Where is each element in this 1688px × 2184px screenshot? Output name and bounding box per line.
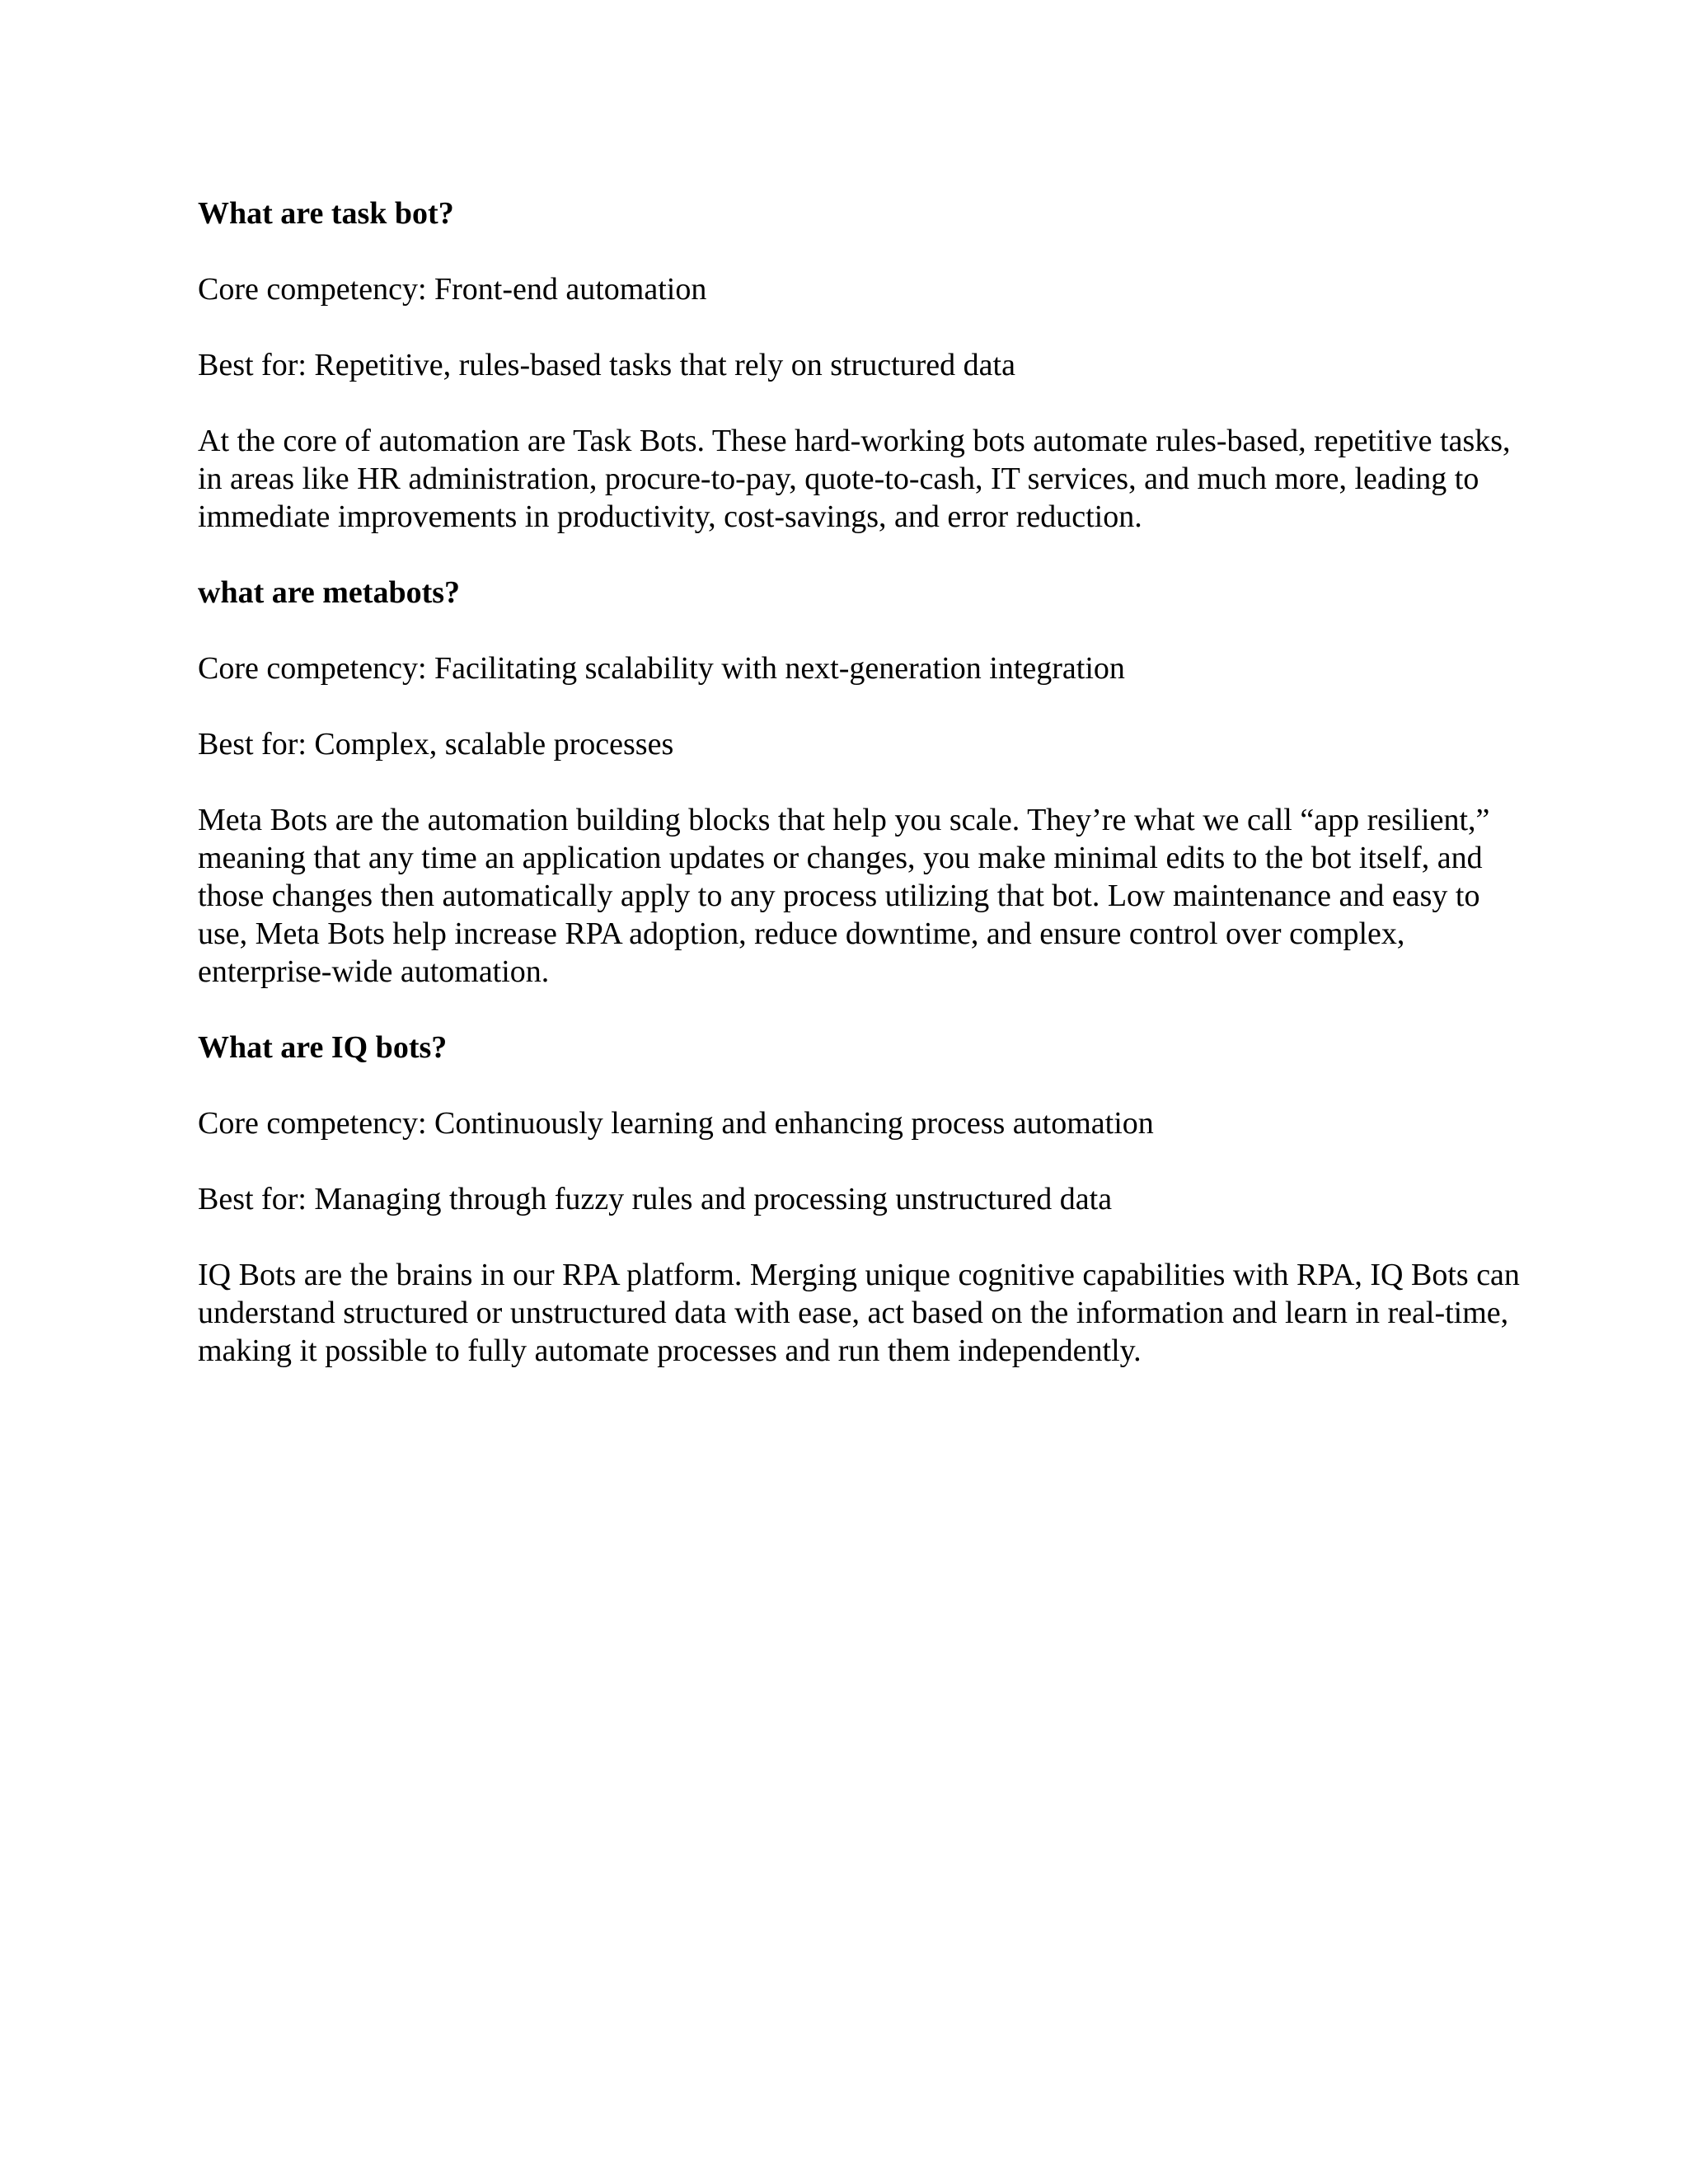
description-task-bot: At the core of automation are Task Bots. These hard-working bots automate rules-based, repetitive tasks, in areas like HR administration, procure-to-pay, quote-to-cash, IT services, and much more, leading to immediate improvements in productivity, cost-savings, and error reduction.: [198, 424, 1511, 534]
best-for-task-bot: Best for: Repetitive, rules-based tasks that rely on structured data: [198, 348, 1015, 382]
description-metabots: Meta Bots are the automation building blocks that help you scale. They’re what we call “app resilient,” meaning that any time an application updates or changes, you make minimal edits to the bot itself, and those changes then automatically apply to any process utilizing that bot. Low maintenance and easy to use, Meta Bots help increase RPA adoption, reduce downtime, and ensure control over complex, enterprise-wide automation.: [198, 803, 1490, 989]
best-for-iq-bots: Best for: Managing through fuzzy rules and processing unstructured data: [198, 1182, 1113, 1216]
description-iq-bots: IQ Bots are the brains in our RPA platform. Merging unique cognitive capabilities with RPA, IQ Bots can understand structured or unstructured data with ease, act based on the information and learn in real-time, making it possible to fully automate processes and run them independently.: [198, 1258, 1520, 1368]
best-for-metabots: Best for: Complex, scalable processes: [198, 727, 674, 762]
section-heading-metabots: what are metabots?: [198, 575, 461, 610]
document-body: [198, 194, 1533, 1408]
section-heading-iq-bots: What are IQ bots?: [198, 1030, 448, 1065]
core-competency-metabots: Core competency: Facilitating scalability with next-generation integration: [198, 651, 1125, 686]
core-competency-iq-bots: Core competency: Continuously learning and enhancing process automation: [198, 1106, 1154, 1141]
section-heading-task-bot: What are task bot?: [198, 196, 454, 231]
core-competency-task-bot: Core competency: Front-end automation: [198, 272, 707, 307]
